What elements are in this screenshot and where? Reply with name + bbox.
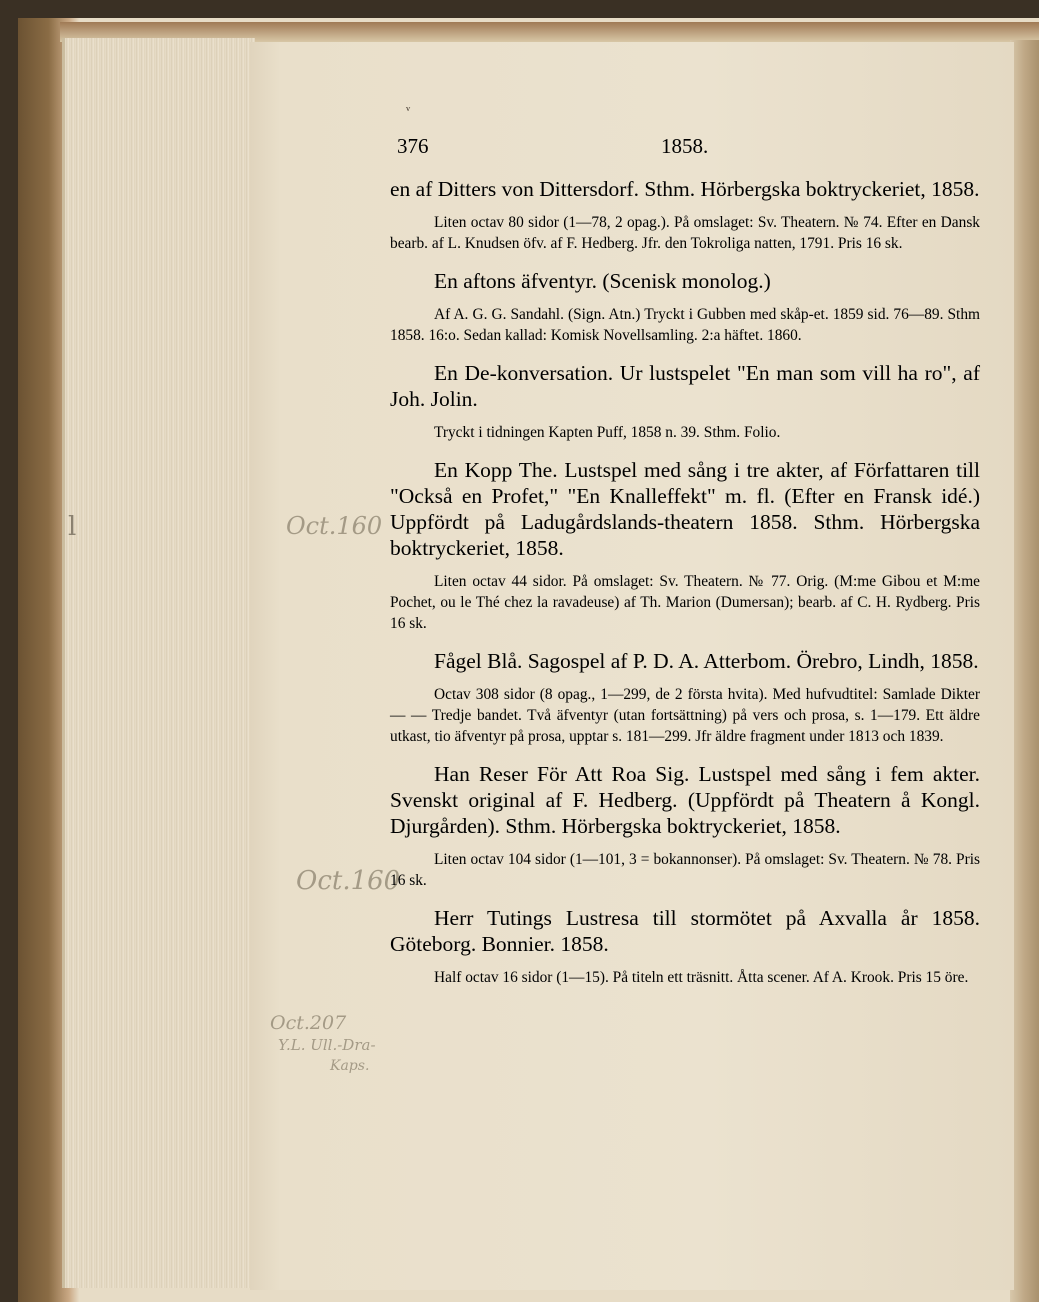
handwritten-note: Y.L. Ull.-Dra-: [278, 1036, 376, 1054]
entry-fagel-bla: [390, 648, 980, 747]
entry-kopp-the: [390, 457, 980, 634]
entry-aftons-afventyr: [390, 268, 980, 346]
entry-dittersdorf: [390, 176, 980, 254]
entry-han-reser: [390, 761, 980, 891]
entry-note: Liten octav 104 sidor (1—101, 3 = bokannonser). På omslaget: Sv. Theatern. № 78. Pris 16 sk.: [390, 851, 980, 889]
entry-note: Af A. G. G. Sandahl. (Sign. Atn.) Tryckt i Gubben med skåp-et. 1859 sid. 76—89. Sthm 1858. 16:o. Sedan kallad: Komisk Novellsamling. 2:a häftet. 1860.: [390, 306, 980, 344]
margin-mark: l: [68, 512, 77, 542]
entry-note: Liten octav 80 sidor (1—78, 2 opag.). På omslaget: Sv. Theatern. № 74. Efter en Dansk bearb. af L. Knudsen öfv. af F. Hedberg. Jfr. den Tokroliga natten, 1791. Pris 16 sk.: [390, 214, 980, 252]
handwritten-shelfmark-3: Oct.207: [270, 1012, 347, 1034]
entry-title: en af Ditters von Dittersdorf. Sthm. Hörbergska boktryckeriet, 1858.: [390, 177, 980, 201]
entry-title: En aftons äfventyr. (Scenisk monolog.): [434, 269, 771, 293]
entry-herr-tutings: [390, 905, 980, 988]
page-number: 376: [397, 134, 429, 158]
handwritten-shelfmark-1: Oct.160: [286, 512, 383, 540]
entry-note: Half octav 16 sidor (1—15). På titeln ett träsnitt. Åtta scener. Af A. Krook. Pris 15 öre.: [434, 969, 969, 986]
facing-page-edge: [1010, 40, 1039, 1302]
entry-title: Han Reser För Att Roa Sig. Lustspel med sång i fem akter. Svenskt original af F. Hedberg. (Uppfördt på Theatern å Kongl. Djurgården). Sthm. Hörbergska boktryckeriet, 1858.: [390, 762, 980, 838]
entry-title: Fågel Blå. Sagospel af P. D. A. Atterbom. Örebro, Lindh, 1858.: [434, 649, 979, 673]
running-head-year: 1858.: [661, 134, 709, 158]
page-stack-edges: [62, 38, 255, 1288]
bibliography-entries: [390, 176, 980, 988]
entry-title: En De-konversation. Ur lustspelet "En man som vill ha ro", af Joh. Jolin.: [390, 361, 980, 411]
entry-de-konversation: [390, 360, 980, 443]
printer-mark: ᵛ: [406, 104, 411, 119]
entry-title: En Kopp The. Lustspel med sång i tre akter, af Författaren till "Också en Profet," "En Knalleffekt" m. fl. (Efter en Fransk idé.) Uppfördt på Ladugårdslands-theatern 1858. Sthm. Hörbergska boktryckeriet, 1858.: [390, 458, 980, 560]
entry-note: Octav 308 sidor (8 opag., 1—299, de 2 första hvita). Med hufvudtitel: Samlade Dikter — — Tredje bandet. Två äfventyr (utan fortsättning) på vers och prosa, s. 1—179. Ett äldre utkast, tio äfventyr på prosa, upptar s. 181—299. Jfr äldre fragment under 1813 och 1839.: [390, 686, 980, 745]
handwritten-note-2: Kaps.: [330, 1058, 370, 1074]
entry-title: Herr Tutings Lustresa till stormötet på Axvalla år 1858. Göteborg. Bonnier. 1858.: [390, 906, 980, 956]
entry-note: Liten octav 44 sidor. På omslaget: Sv. Theatern. № 77. Orig. (M:me Gibou et M:me Pochet, ou le Thé chez la ravadeuse) af Th. Marion (Dumersan); bearb. af C. H. Rydberg. Pris 16 sk.: [390, 573, 980, 632]
entry-note: Tryckt i tidningen Kapten Puff, 1858 n. 39. Sthm. Folio.: [434, 424, 781, 441]
handwritten-shelfmark-2: Oct.160: [296, 866, 401, 896]
